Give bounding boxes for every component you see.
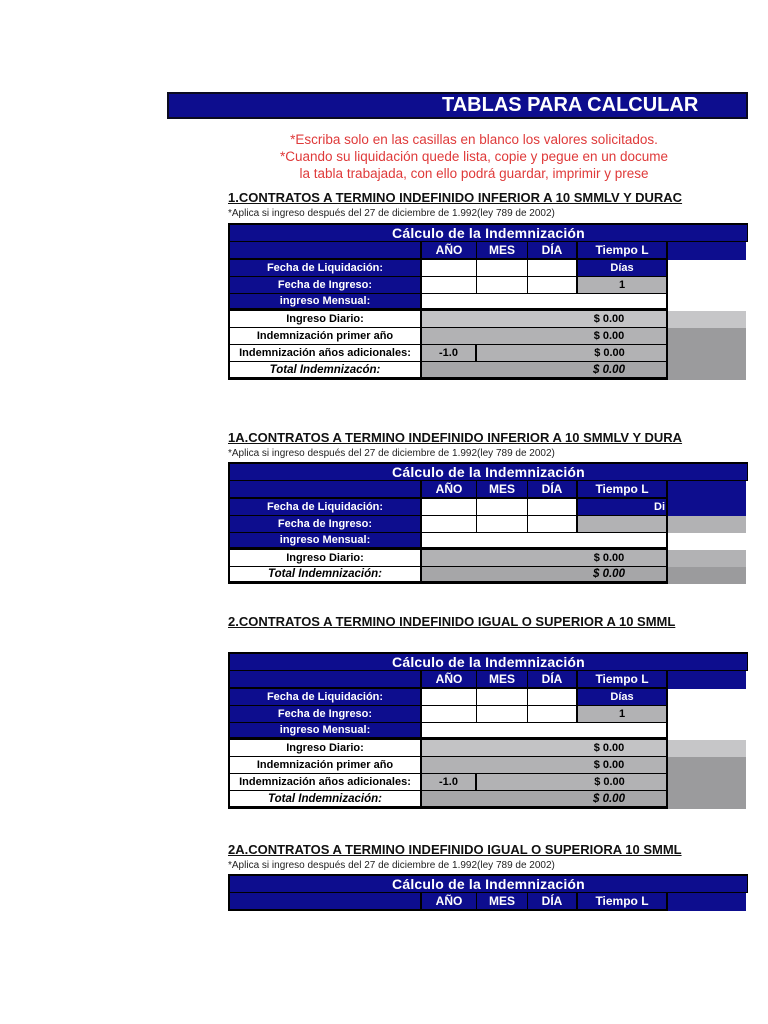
row-label-indemnizacion-adicionales: Indemnización años adicionales: bbox=[228, 774, 422, 791]
total-indemnizacion-value: $ 0.00 bbox=[422, 362, 668, 380]
instruction-line-3: la tabla trabajada, con ello podrá guardar, imprimir y prese bbox=[299, 166, 649, 181]
col-header-mes: MES bbox=[477, 242, 528, 260]
input-liquidacion-dia[interactable] bbox=[528, 499, 578, 516]
fill-right bbox=[668, 277, 746, 294]
input-ingreso-mensual[interactable] bbox=[422, 533, 668, 550]
input-liquidacion-ano[interactable] bbox=[422, 260, 477, 277]
col-header-mes: MES bbox=[477, 671, 528, 689]
total-indemnizacion-value: $ 0.00 bbox=[422, 567, 668, 584]
row-label-fecha-ingreso: Fecha de Ingreso: bbox=[228, 516, 422, 533]
section-1-heading: 1.CONTRATOS A TERMINO INDEFINIDO INFERIOR A 10 SMMLV Y DURAC bbox=[228, 191, 683, 205]
corner-spacer bbox=[228, 893, 422, 911]
row-label-indemnizacion-adicionales: Indemnización años adicionales: bbox=[228, 345, 422, 362]
fill-right bbox=[668, 345, 746, 362]
fill-right bbox=[668, 294, 746, 311]
section-1a bbox=[228, 431, 748, 584]
input-ingreso-dia[interactable] bbox=[528, 277, 578, 294]
col-header-ano: AÑO bbox=[422, 893, 477, 911]
col-header-mes: MES bbox=[477, 481, 528, 499]
fill-right bbox=[668, 516, 746, 533]
header-fill-right bbox=[668, 671, 746, 689]
section-1-note: *Aplica si ingreso después del 27 de diciembre de 1.992(ley 789 de 2002) bbox=[228, 208, 555, 219]
input-liquidacion-ano[interactable] bbox=[422, 689, 477, 706]
fill-right bbox=[668, 740, 746, 757]
row-label-indemnizacion-primer: Indemnización primer año bbox=[228, 757, 422, 774]
row-label-fecha-ingreso: Fecha de Ingreso: bbox=[228, 277, 422, 294]
indemnizacion-primer-value: $ 0.00 bbox=[422, 328, 668, 345]
fill-right bbox=[668, 791, 746, 809]
row-label-ingreso-mensual: ingreso Mensual: bbox=[228, 723, 422, 740]
corner-spacer bbox=[228, 242, 422, 260]
fill-right bbox=[668, 757, 746, 774]
indemnizacion-adicionales-value: $ 0.00 bbox=[477, 345, 668, 362]
row-label-indemnizacion-primer: Indemnización primer año bbox=[228, 328, 422, 345]
table-2-title: Cálculo de la Indemnización bbox=[228, 652, 748, 671]
total-indemnizacion-value: $ 0.00 bbox=[422, 791, 668, 809]
header-fill-right bbox=[668, 242, 746, 260]
input-liquidacion-mes[interactable] bbox=[477, 689, 528, 706]
calc-table-1 bbox=[228, 223, 748, 380]
col-header-tiempo: Tiempo L bbox=[578, 242, 668, 260]
input-ingreso-mes[interactable] bbox=[477, 516, 528, 533]
row-label-total: Total Indemnizacón: bbox=[228, 362, 422, 380]
dias-value-cell: 1 bbox=[578, 706, 668, 723]
fill-right bbox=[668, 774, 746, 791]
table-2a-title: Cálculo de la Indemnización bbox=[228, 874, 748, 893]
row-label-fecha-ingreso: Fecha de Ingreso: bbox=[228, 706, 422, 723]
col-header-dia: DÍA bbox=[528, 671, 578, 689]
section-2 bbox=[228, 615, 748, 809]
dias-value-cell bbox=[578, 516, 668, 533]
input-ingreso-ano[interactable] bbox=[422, 706, 477, 723]
header-fill-right bbox=[668, 481, 746, 499]
fill-right bbox=[668, 499, 746, 516]
dias-header-cell: Di bbox=[578, 499, 668, 516]
section-2a-note: *Aplica si ingreso después del 27 de diciembre de 1.992(ley 789 de 2002) bbox=[228, 860, 555, 871]
dias-header-cell: Días bbox=[578, 260, 668, 277]
ingreso-diario-value: $ 0.00 bbox=[422, 550, 668, 567]
col-header-tiempo: Tiempo L bbox=[578, 481, 668, 499]
section-2a bbox=[228, 843, 748, 911]
input-ingreso-dia[interactable] bbox=[528, 516, 578, 533]
col-header-ano: AÑO bbox=[422, 671, 477, 689]
col-header-ano: AÑO bbox=[422, 242, 477, 260]
section-1a-heading: 1A.CONTRATOS A TERMINO INDEFINIDO INFERIOR A 10 SMMLV Y DURA bbox=[228, 431, 683, 445]
row-label-fecha-liquidacion: Fecha de Liquidación: bbox=[228, 499, 422, 516]
indemnizacion-adicionales-value: $ 0.00 bbox=[477, 774, 668, 791]
input-liquidacion-dia[interactable] bbox=[528, 260, 578, 277]
calc-table-1a bbox=[228, 462, 748, 584]
input-ingreso-ano[interactable] bbox=[422, 277, 477, 294]
corner-spacer bbox=[228, 481, 422, 499]
calc-table-2a bbox=[228, 874, 748, 911]
col-header-mes: MES bbox=[477, 893, 528, 911]
adicionales-anos-value: -1.0 bbox=[422, 774, 477, 791]
input-liquidacion-ano[interactable] bbox=[422, 499, 477, 516]
input-liquidacion-mes[interactable] bbox=[477, 260, 528, 277]
fill-right bbox=[668, 311, 746, 328]
col-header-dia: DÍA bbox=[528, 242, 578, 260]
ingreso-diario-value: $ 0.00 bbox=[422, 311, 668, 328]
col-header-dia: DÍA bbox=[528, 481, 578, 499]
dias-header-cell: Días bbox=[578, 689, 668, 706]
page-title: TABLAS PARA CALCULAR bbox=[167, 92, 748, 119]
input-ingreso-mensual[interactable] bbox=[422, 294, 668, 311]
row-label-ingreso-diario: Ingreso Diario: bbox=[228, 740, 422, 757]
row-label-ingreso-mensual: ingreso Mensual: bbox=[228, 533, 422, 550]
fill-right bbox=[668, 706, 746, 723]
input-liquidacion-dia[interactable] bbox=[528, 689, 578, 706]
fill-right bbox=[668, 328, 746, 345]
col-header-tiempo: Tiempo L bbox=[578, 893, 668, 911]
corner-spacer bbox=[228, 671, 422, 689]
input-liquidacion-mes[interactable] bbox=[477, 499, 528, 516]
fill-right bbox=[668, 567, 746, 584]
section-1 bbox=[228, 191, 748, 380]
section-2a-heading: 2A.CONTRATOS A TERMINO INDEFINIDO IGUAL O SUPERIORA 10 SMML bbox=[228, 843, 682, 857]
table-1-title: Cálculo de la Indemnización bbox=[228, 223, 748, 242]
fill-right bbox=[668, 723, 746, 740]
indemnizacion-primer-value: $ 0.00 bbox=[422, 757, 668, 774]
fill-right bbox=[668, 362, 746, 380]
col-header-dia: DÍA bbox=[528, 893, 578, 911]
row-label-fecha-liquidacion: Fecha de Liquidación: bbox=[228, 689, 422, 706]
dias-value-cell: 1 bbox=[578, 277, 668, 294]
input-ingreso-mensual[interactable] bbox=[422, 723, 668, 740]
fill-right bbox=[668, 260, 746, 277]
table-1a-title: Cálculo de la Indemnización bbox=[228, 462, 748, 481]
row-label-ingreso-diario: Ingreso Diario: bbox=[228, 311, 422, 328]
input-ingreso-mes[interactable] bbox=[477, 706, 528, 723]
row-label-total: Total Indemnización: bbox=[228, 791, 422, 809]
input-ingreso-mes[interactable] bbox=[477, 277, 528, 294]
adicionales-anos-value: -1.0 bbox=[422, 345, 477, 362]
instruction-line-1: *Escriba solo en las casillas en blanco los valores solicitados. bbox=[290, 132, 658, 147]
row-label-fecha-liquidacion: Fecha de Liquidación: bbox=[228, 260, 422, 277]
ingreso-diario-value: $ 0.00 bbox=[422, 740, 668, 757]
fill-right bbox=[668, 533, 746, 550]
col-header-tiempo: Tiempo L bbox=[578, 671, 668, 689]
row-label-ingreso-mensual: ingreso Mensual: bbox=[228, 294, 422, 311]
row-label-total: Total Indemnización: bbox=[228, 567, 422, 584]
input-ingreso-ano[interactable] bbox=[422, 516, 477, 533]
col-header-ano: AÑO bbox=[422, 481, 477, 499]
instructions-block bbox=[200, 131, 748, 182]
section-1a-note: *Aplica si ingreso después del 27 de diciembre de 1.992(ley 789 de 2002) bbox=[228, 448, 555, 459]
calc-table-2 bbox=[228, 652, 748, 809]
section-2-heading: 2.CONTRATOS A TERMINO INDEFINIDO IGUAL O SUPERIOR A 10 SMML bbox=[228, 615, 676, 629]
instruction-line-2: *Cuando su liquidación quede lista, copie y pegue en un docume bbox=[279, 149, 669, 164]
header-fill-right bbox=[668, 893, 746, 911]
fill-right bbox=[668, 689, 746, 706]
row-label-ingreso-diario: Ingreso Diario: bbox=[228, 550, 422, 567]
fill-right bbox=[668, 550, 746, 567]
input-ingreso-dia[interactable] bbox=[528, 706, 578, 723]
